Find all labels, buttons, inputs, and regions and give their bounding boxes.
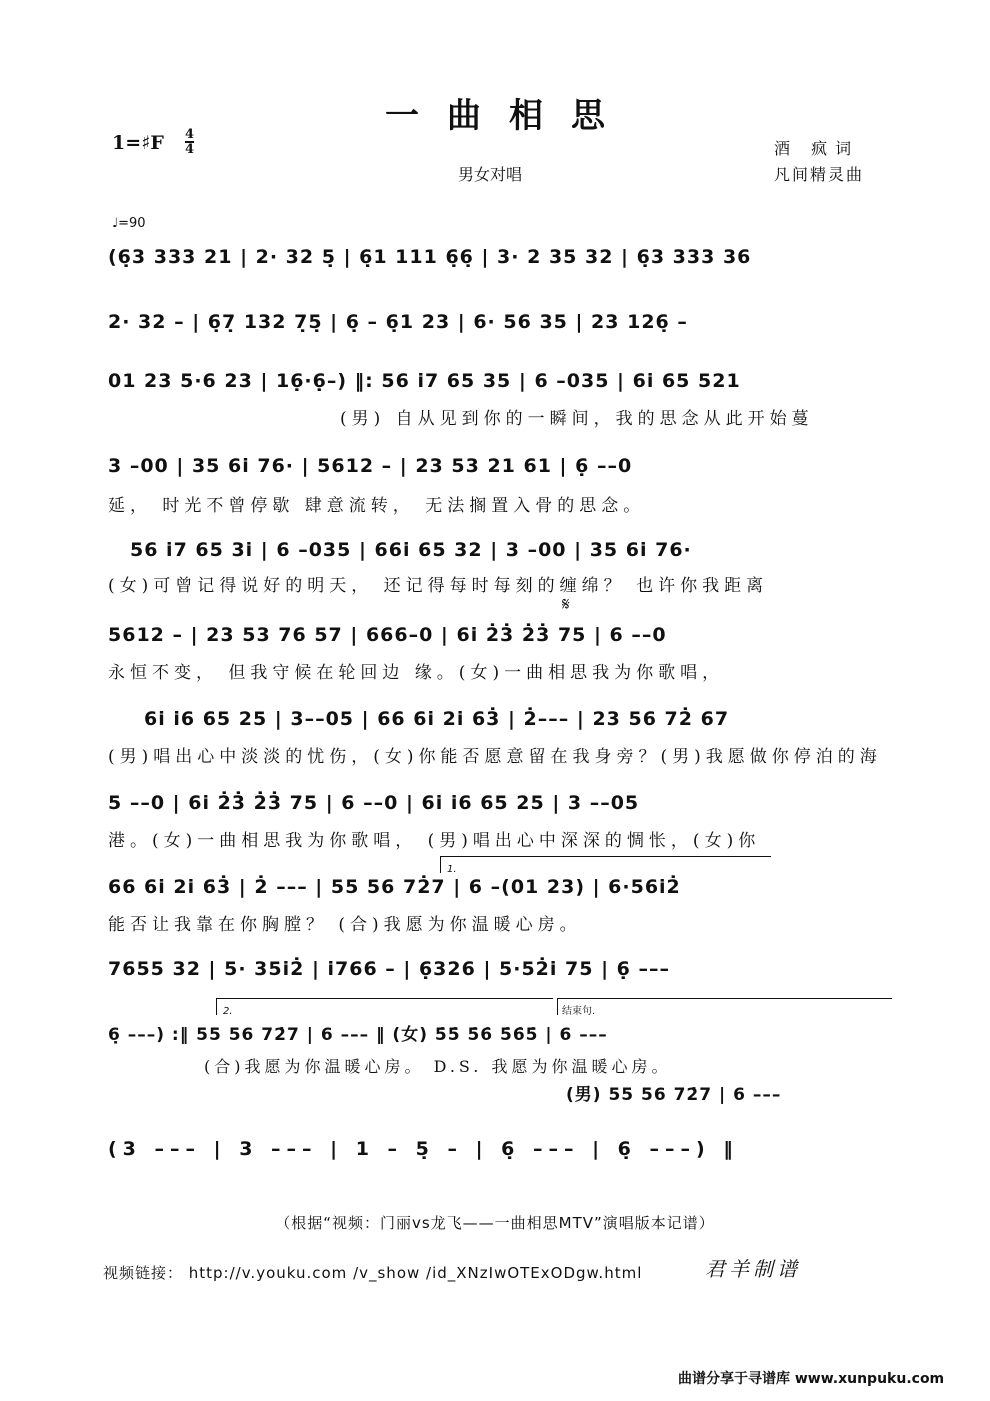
system-row xyxy=(108,370,893,429)
notation: 6̣ –––) :‖ 55 56 72̇7 | 6 ––– ‖ (女) 5̇5̇ 5̇6̇ 5̇6̇5̇ | 6 ––– xyxy=(108,1025,608,1045)
time-sig-top: 4 xyxy=(185,127,195,142)
lyric-line: (女)可曾记得说好的明天， 还记得每时每刻的缠绵？ 也许你我距离 xyxy=(108,576,769,596)
page-title: 一曲相思 xyxy=(385,96,633,136)
key-signature: 1=♯F xyxy=(112,132,164,154)
volta-bracket-1 xyxy=(440,856,771,873)
composer: 凡间精灵曲 xyxy=(774,165,865,184)
source-note: （根据“视频：门丽vs龙飞——一曲相思MTV”演唱版本记谱） xyxy=(275,1214,715,1232)
notation: 01 23 5·6 23 | 16̣·6̣–) ‖: 56 i7 65 35 | 6 –035 | 6i 65 521 xyxy=(108,370,741,392)
ending-label: 结束句. xyxy=(562,1006,596,1017)
lyric-line: 延， 时光不曾停歇 肆意流转， 无法搁置入骨的思念。 xyxy=(108,496,646,516)
notation: (男) 55 56 72̇7 | 6 ––– xyxy=(566,1085,782,1105)
notation: 56 i7 65 3i | 6 –035 | 66i 65 32 | 3 –00 | 35 6i 76· xyxy=(130,539,692,561)
lyric-line: (合)我愿为你温暖心房。 D.S. 我愿为你温暖心房。 xyxy=(204,1057,672,1076)
system-row xyxy=(108,246,893,282)
notation: 5 ––0 | 6i 2̇3̇ 2̇3̇ 75 | 6 ––0 | 6i i6 65 25 | 3 ––05 xyxy=(108,792,640,814)
system-row xyxy=(108,1020,893,1076)
time-signature xyxy=(185,128,194,156)
notation: (3 ––– | 3 ––– | 1 – 5̣ – | 6̣ ––– | 6̣ –––) ‖ xyxy=(108,1138,739,1160)
system-row xyxy=(108,455,893,516)
volta-1-label: 1. xyxy=(447,864,457,875)
system-row xyxy=(108,876,893,935)
tempo-mark: ♩=90 xyxy=(112,216,146,231)
notation: 7655 32 | 5· 35i2̇ | i766 – | 6̣326 | 5·52̇i 75 | 6̣ ––– xyxy=(108,958,670,980)
system-row xyxy=(108,958,893,994)
lyric-line: (男)唱出心中淡淡的忧伤，(女)你能否愿意留在我身旁？(男)我愿做你停泊的海 xyxy=(108,747,882,767)
system-row xyxy=(108,539,893,596)
segno-sign: 𝄋 xyxy=(562,594,570,615)
lyricist: 酒 疯词 xyxy=(774,139,860,158)
system-row xyxy=(108,624,893,683)
lyric-line: 能否让我靠在你胸膛？ (合)我愿为你温暖心房。 xyxy=(108,915,582,935)
volta-bracket-2 xyxy=(216,998,553,1015)
video-link[interactable]: 视频链接： http://v.youku.com /v_show /id_XNzIwOTExODgw.html xyxy=(103,1264,643,1282)
system-row xyxy=(108,1138,893,1174)
notation: 66 6i 2i 63̇ | 2̇ ––– | 55 56 72̇7 | 6 –(01 23) | 6·56i2̇ xyxy=(108,876,681,898)
lyric-line: 港。(女)一曲相思我为你歌唱， (男)唱出心中深深的惆怅，(女)你 xyxy=(108,831,761,851)
notation: 2· 32 – | 6̣7̣ 132 7̣5̣ | 6̣ – 6̣1 23 | 6· 56 35 | 23 126̣ – xyxy=(108,311,688,333)
time-sig-bottom: 4 xyxy=(185,142,195,157)
site-credit[interactable]: 曲谱分享于寻谱库 www.xunpuku.com xyxy=(678,1371,945,1387)
ending-bracket xyxy=(557,998,892,1015)
lyric-line: (男) 自从见到你的一瞬间，我的思念从此开始蔓 xyxy=(340,409,814,429)
system-row xyxy=(566,1080,886,1116)
transcriber-signature: 君羊制谱 xyxy=(705,1257,801,1281)
system-row xyxy=(108,792,893,851)
volta-2-label: 2. xyxy=(223,1006,233,1017)
subtitle: 男女对唱 xyxy=(458,165,523,184)
lyric-line: 永恒不变， 但我守候在轮回边 缘。(女)一曲相思我为你歌唱， xyxy=(108,663,725,683)
notation: 3 –00 | 35 6i 76· | 5612 – | 23 53 21 61 | 6̣ ––0 xyxy=(108,455,633,477)
notation: 5612 – | 23 53 76 57 | 666–0 | 6i 2̇3̇ 2̇3̇ 75 | 6 ––0 xyxy=(108,624,667,646)
notation: 6i i6 65 25 | 3––05 | 66 6i 2i 63̇ | 2̇––– | 23 56 72̇ 67 xyxy=(144,708,730,730)
notation: (6̣3 333 21 | 2· 32 5̣ | 6̣1 111 6̣6̣ | 3· 2 35 32 | 6̣3 333 36 xyxy=(108,246,752,268)
system-row xyxy=(108,708,893,767)
system-row xyxy=(108,311,893,347)
